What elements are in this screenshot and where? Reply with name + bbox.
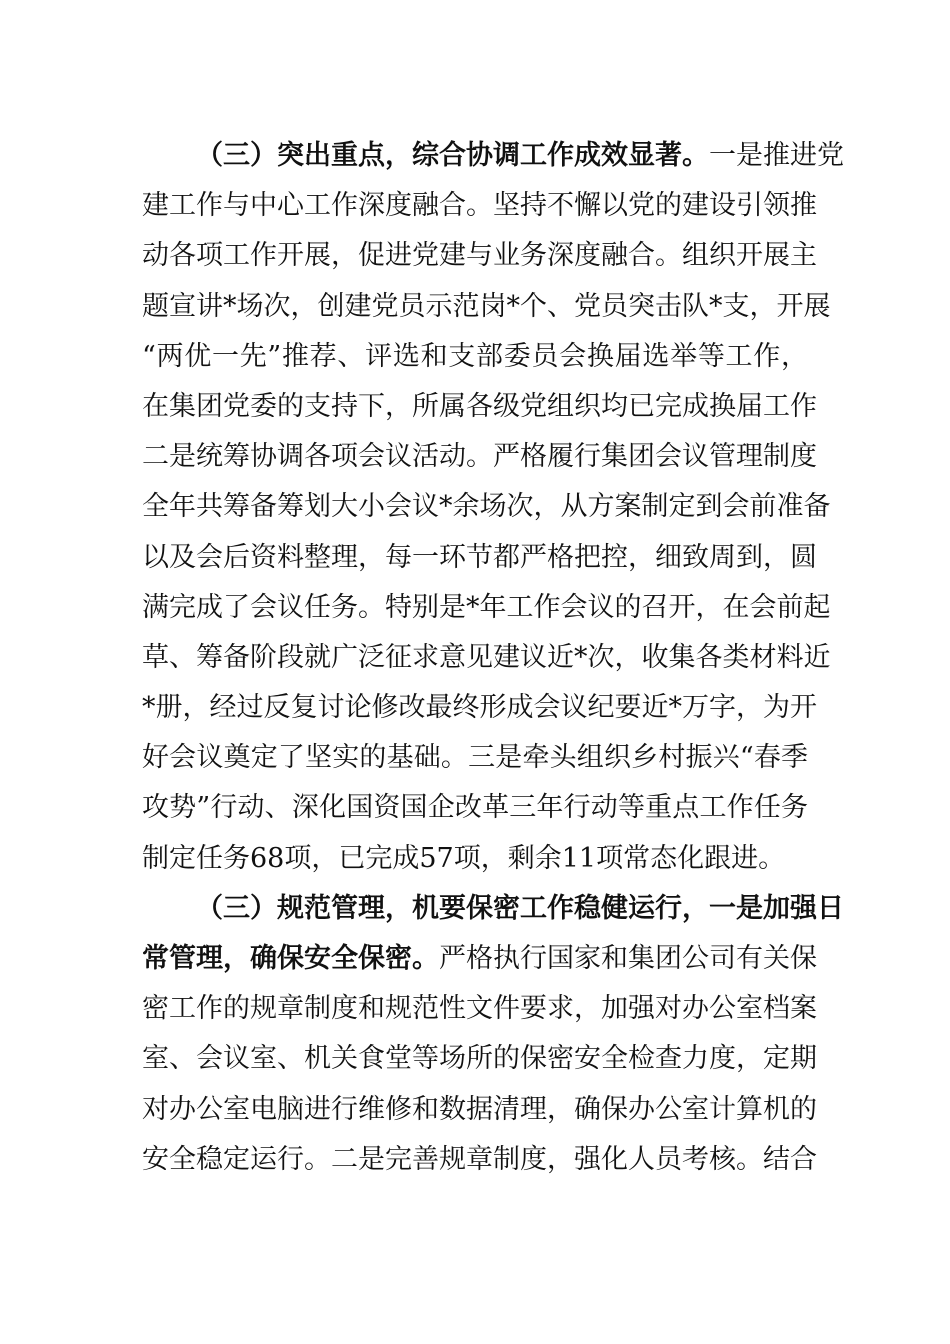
- text-run: 全年共筹备筹划大小会议*余场次，从方案制定到会前准备: [142, 491, 831, 523]
- text-run: 二是统筹协调各项会议活动。严格履行集团会议管理制度: [142, 441, 817, 473]
- text-line: [142, 633, 831, 683]
- text-run: 攻势”行动、深化国资国企改革三年行动等重点工作任务: [142, 792, 808, 824]
- text-run: “两优一先”推荐、评选和支部委员会换届选举等工作，: [142, 340, 808, 372]
- text-run: 对办公室电脑进行维修和数据清理，确保办公室计算机的: [142, 1093, 817, 1125]
- text-line: [142, 834, 808, 884]
- paragraph: [142, 884, 844, 1185]
- text-run: 建工作与中心工作深度融合。坚持不懈以党的建设引领推: [142, 190, 817, 222]
- text-line: [142, 1085, 817, 1135]
- text-line: [142, 884, 844, 934]
- text-run: 严格执行国家和集团公司有关保: [439, 943, 817, 974]
- body-text: [142, 131, 844, 1185]
- text-run: 制定任务68项，已完成57项，剩余11项常态化跟进。: [142, 842, 786, 874]
- bold-text: （三）突出重点，综合协调工作成效显著。: [196, 140, 709, 171]
- text-run: 以及会后资料整理，每一环节都严格把控，细致周到，圆: [142, 541, 817, 573]
- text-run: 动各项工作开展，促进党建与业务深度融合。组织开展主: [142, 240, 817, 272]
- text-line: [142, 382, 817, 432]
- text-line: [142, 482, 831, 532]
- text-run: *册，经过反复讨论修改最终形成会议纪要近*万字，为开: [142, 692, 817, 724]
- text-run: 室、会议室、机关食堂等场所的保密安全检查力度，定期: [142, 1043, 817, 1075]
- text-line: [142, 683, 817, 733]
- text-run: 好会议奠定了坚实的基础。三是牵头组织乡村振兴“春季: [142, 742, 808, 774]
- text-line: [142, 282, 831, 332]
- paragraph: [142, 131, 844, 884]
- text-line: [142, 733, 808, 783]
- text-run: 一是推进党: [709, 140, 844, 171]
- text-line: [142, 783, 808, 833]
- text-line: [142, 1135, 817, 1185]
- text-line: [142, 1034, 817, 1084]
- text-line: [142, 432, 817, 482]
- bold-text: （三）规范管理，机要保密工作稳健运行，一是加强日: [196, 892, 844, 924]
- text-line: [142, 934, 817, 984]
- text-run: 安全稳定运行。二是完善规章制度，强化人员考核。结合: [142, 1143, 817, 1175]
- text-run: 在集团党委的支持下，所属各级党组织均已完成换届工作: [142, 390, 817, 422]
- text-line: [142, 583, 831, 633]
- text-run: 草、筹备阶段就广泛征求意见建议近*次，收集各类材料近: [142, 641, 831, 673]
- text-run: 满完成了会议任务。特别是*年工作会议的召开，在会前起: [142, 591, 831, 623]
- text-line: [142, 332, 808, 382]
- text-line: [142, 131, 844, 181]
- text-line: [142, 231, 817, 281]
- bold-text: 常管理，确保安全保密。: [142, 943, 439, 974]
- text-line: [142, 984, 817, 1034]
- text-line: [142, 181, 817, 231]
- text-run: 密工作的规章制度和规范性文件要求，加强对办公室档案: [142, 993, 817, 1025]
- text-run: 题宣讲*场次，创建党员示范岗*个、党员突击队*支，开展: [142, 290, 831, 322]
- text-line: [142, 533, 817, 583]
